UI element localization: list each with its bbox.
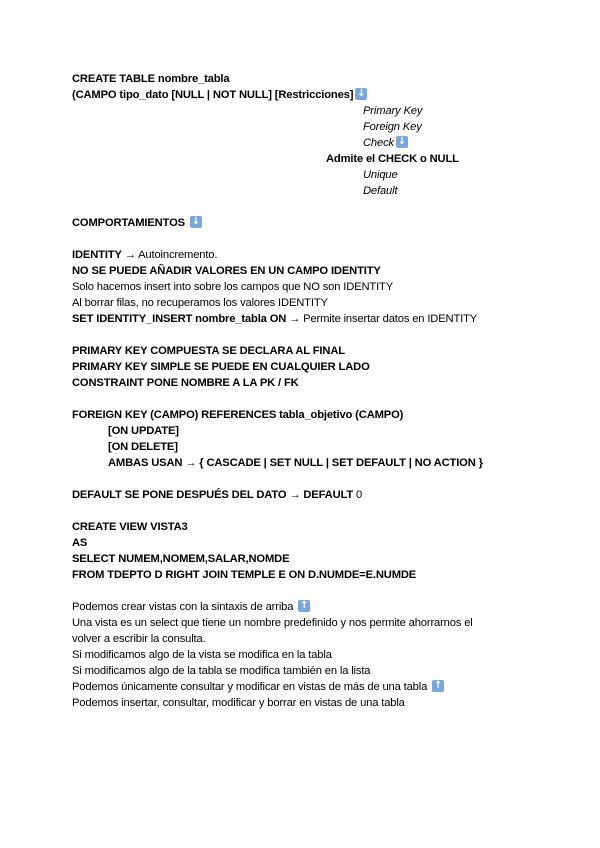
- note-line-5: Si modificamos algo de la tabla se modifica también en la lista: [72, 665, 371, 677]
- al-borrar-line: Al borrar filas, no recuperamos los valores IDENTITY: [72, 297, 328, 309]
- restriccion-primary-key: Primary Key: [363, 105, 423, 117]
- comportamientos-heading: [72, 216, 202, 230]
- restriccion-foreign-key: Foreign Key: [363, 121, 422, 133]
- check-note: Admite el CHECK o NULL: [326, 153, 459, 165]
- note-text-1: Podemos crear vistas con la sintaxis de arriba: [72, 601, 297, 613]
- on-delete-line: [ON DELETE]: [108, 441, 178, 453]
- restriccion-check: [363, 136, 408, 150]
- default-rule-text: DEFAULT SE PONE DESPUÉS DEL DATO → DEFAULT: [72, 489, 357, 501]
- down-arrow-icon: [190, 216, 202, 228]
- pk-simple-line: PRIMARY KEY SIMPLE SE PUEDE EN CUALQUIER LADO: [72, 361, 370, 373]
- note-line-4: Si modificamos algo de la vista se modifica en la tabla: [72, 649, 332, 661]
- note-line-7: Podemos insertar, consultar, modificar y borrar en vistas de una tabla: [72, 697, 405, 709]
- pk-compuesta-line: PRIMARY KEY COMPUESTA SE DECLARA AL FINAL: [72, 345, 345, 357]
- restriccion-unique: Unique: [363, 169, 398, 181]
- note-line-1: [72, 600, 310, 614]
- identity-line: [72, 248, 217, 262]
- note-line-2: Una vista es un select que tiene un nombre predefinido y nos permite ahorrarnos el: [72, 617, 473, 629]
- no-se-puede-line: NO SE PUEDE AÑADIR VALORES EN UN CAMPO IDENTITY: [72, 265, 381, 277]
- solo-hacemos-line: Solo hacemos insert into sobre los campos que NO son IDENTITY: [72, 281, 394, 293]
- sql-line-2: AS: [72, 537, 88, 549]
- sql-line-4: FROM TDEPTO D RIGHT JOIN TEMPLE E ON D.NUMDE=E.NUMDE: [72, 569, 417, 581]
- sql-line-3: SELECT NUMEM,NOMEM,SALAR,NOMDE: [72, 553, 290, 565]
- note-text-6: Podemos únicamente consultar y modificar en vistas de más de una tabla: [72, 681, 431, 693]
- down-arrow-icon: [355, 88, 367, 100]
- default-rule-line: [72, 488, 362, 502]
- default-value: 0: [356, 489, 363, 501]
- identity-desc: → Autoincremento.: [121, 249, 218, 261]
- up-arrow-icon: [298, 600, 310, 612]
- campo-definition-line: [72, 88, 367, 102]
- ambas-usan-line: AMBAS USAN → { CASCADE | SET NULL | SET DEFAULT | NO ACTION }: [108, 457, 483, 469]
- campo-definition-text: (CAMPO tipo_dato [NULL | NOT NULL] [Restricciones]: [72, 89, 354, 101]
- note-line-6: [72, 680, 444, 694]
- set-identity-code: SET IDENTITY_INSERT nombre_tabla ON: [72, 313, 287, 325]
- constraint-line: CONSTRAINT PONE NOMBRE A LA PK / FK: [72, 377, 299, 389]
- create-table-line: CREATE TABLE nombre_tabla: [72, 73, 230, 85]
- restriccion-default: Default: [363, 185, 398, 197]
- identity-label: IDENTITY: [72, 249, 122, 261]
- set-identity-desc: → Permite insertar datos en IDENTITY: [286, 313, 478, 325]
- up-arrow-icon: [432, 680, 444, 692]
- down-arrow-icon: [396, 136, 408, 148]
- comportamientos-text: COMPORTAMIENTOS: [72, 217, 188, 229]
- note-line-3: volver a escribir la consulta.: [72, 633, 206, 645]
- set-identity-line: [72, 312, 477, 326]
- on-update-line: [ON UPDATE]: [108, 425, 179, 437]
- sql-line-1: CREATE VIEW VISTA3: [72, 521, 188, 533]
- restriccion-check-text: Check: [363, 137, 394, 149]
- foreign-key-line: FOREIGN KEY (CAMPO) REFERENCES tabla_objetivo (CAMPO): [72, 409, 404, 421]
